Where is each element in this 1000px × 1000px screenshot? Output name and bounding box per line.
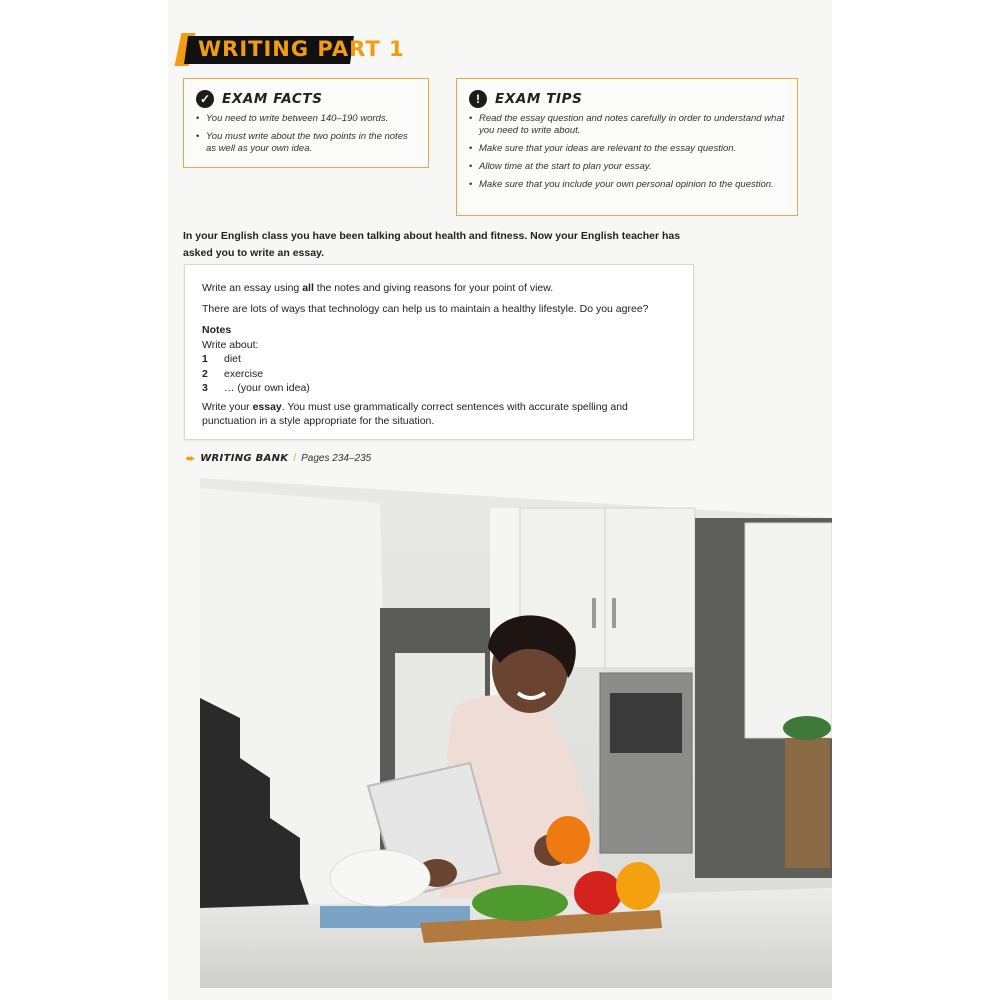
- note-number: 3: [202, 382, 208, 394]
- writing-bank-separator: /: [293, 453, 297, 464]
- exam-facts-item: • You must write about the two points in the notes as well as your own idea.: [196, 131, 420, 155]
- plant-pot: [785, 738, 830, 868]
- plant-leaves: [783, 716, 831, 740]
- instruction-text: the notes and giving reasons for your point of view.: [313, 282, 554, 294]
- arrow-right-icon: ➨: [186, 453, 196, 465]
- exam-facts-list: [196, 113, 420, 161]
- lettuce: [472, 885, 568, 921]
- exam-tips-item: • Make sure that you include your own personal opinion to the question.: [469, 179, 789, 191]
- writing-bank-label: WRITING BANK: [200, 453, 289, 464]
- exam-tips-item: • Read the essay question and notes carefully in order to understand what you need to write about.: [469, 113, 789, 137]
- red-pepper: [574, 871, 622, 915]
- instruction-text: . You must use grammatically correct sentences with accurate spelling and: [281, 401, 628, 413]
- note-item: [202, 368, 263, 380]
- cabinet-handle: [592, 598, 596, 628]
- exam-tips-box: [456, 78, 798, 216]
- exam-tips-header: [469, 90, 582, 108]
- note-number: 1: [202, 353, 208, 365]
- page-title: WRITING PART 1: [198, 37, 405, 61]
- essay-task-box: [184, 264, 694, 440]
- orange-pepper: [546, 816, 590, 864]
- right-cabinet: [745, 523, 832, 738]
- notes-heading: Notes: [202, 324, 232, 336]
- section-title-banner: [178, 33, 405, 66]
- writing-bank-pages: Pages 234–235: [301, 453, 372, 464]
- task-intro: In your English class you have been talking about health and fitness. Now your English teacher has asked you to write an essay.: [183, 230, 681, 259]
- cabinet-handle: [612, 598, 616, 628]
- oven-window: [610, 693, 682, 753]
- note-number: 2: [202, 368, 208, 380]
- write-about-label: Write about:: [202, 339, 259, 351]
- essay-instruction: [202, 282, 553, 294]
- check-circle-icon: ✓: [196, 90, 214, 108]
- instruction-emphasis: all: [302, 282, 314, 294]
- note-text: … (your own idea): [224, 382, 310, 394]
- note-text: diet: [224, 353, 241, 365]
- instruction-text: Write your: [202, 401, 253, 413]
- instruction-emphasis: essay: [252, 401, 282, 413]
- note-text: exercise: [224, 368, 264, 380]
- note-item: [202, 353, 241, 365]
- exam-facts-title: EXAM FACTS: [222, 91, 323, 107]
- exam-tips-item: • Allow time at the start to plan your essay.: [469, 161, 789, 173]
- final-instruction-line2: punctuation in a style appropriate for the situation.: [202, 415, 435, 427]
- exam-tips-title: EXAM TIPS: [495, 91, 583, 107]
- writing-bank-reference[interactable]: [186, 452, 371, 465]
- kitchen-photo: [200, 478, 832, 988]
- exam-tips-item: • Make sure that your ideas are relevant to the essay question.: [469, 143, 789, 155]
- bowl: [330, 850, 430, 906]
- final-instruction: [202, 401, 628, 413]
- instruction-text: Write an essay using: [202, 282, 303, 294]
- exam-facts-header: [196, 90, 323, 108]
- essay-question: There are lots of ways that technology can help us to maintain a healthy lifestyle. Do you agree?: [202, 303, 649, 315]
- exclamation-circle-icon: !: [469, 90, 487, 108]
- note-item: [202, 382, 310, 394]
- yellow-pepper: [616, 862, 660, 910]
- exam-facts-box: [183, 78, 429, 168]
- exam-facts-item: • You need to write between 140–190 words.: [196, 113, 420, 125]
- exam-tips-list: [469, 113, 789, 197]
